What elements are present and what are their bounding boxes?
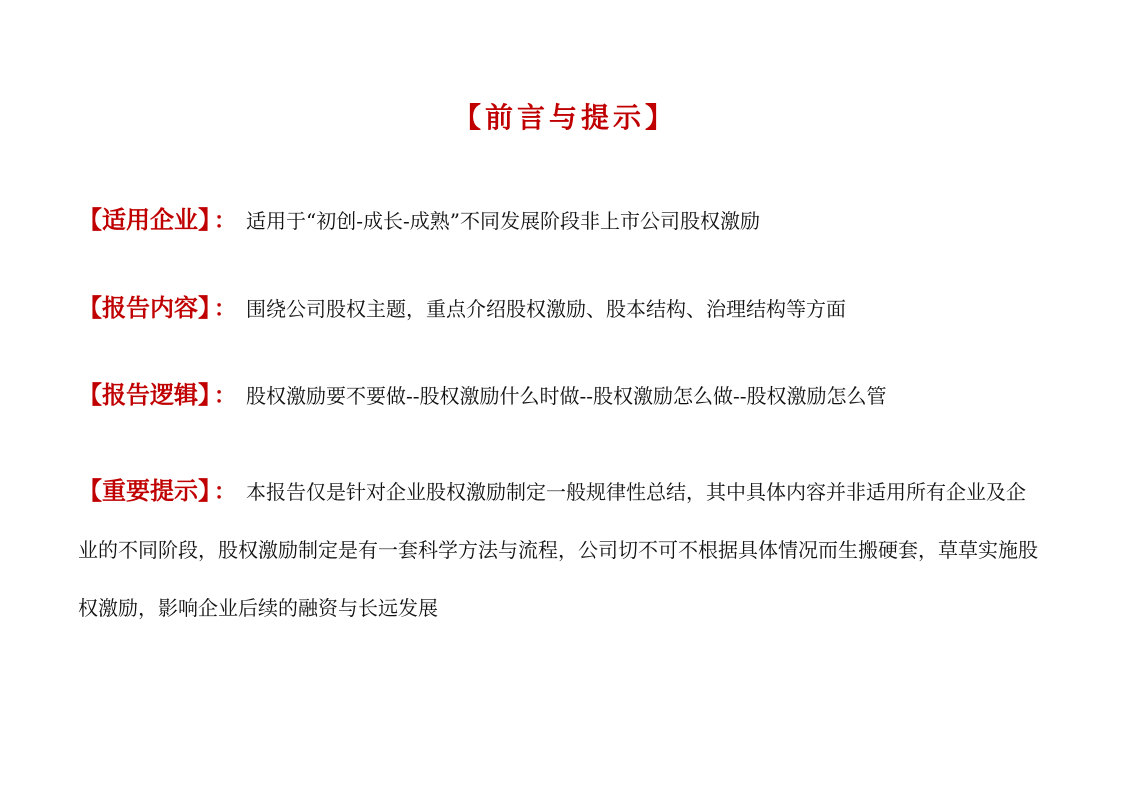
page-title: 【前言与提示】 xyxy=(452,101,677,134)
notice-label: 【重要提示】 xyxy=(78,476,210,505)
section-label: 【适用企业】 xyxy=(78,205,210,234)
section-colon: ： xyxy=(214,208,237,234)
section-label: 【报告逻辑】 xyxy=(78,380,210,409)
section-report-logic xyxy=(78,375,1070,410)
section-label: 【报告内容】 xyxy=(78,293,210,322)
section-important-notice xyxy=(78,462,1038,637)
section-text: 围绕公司股权主题，重点介绍股权激励、股本结构、治理结构等方面 xyxy=(246,297,847,321)
section-colon: ： xyxy=(214,383,237,409)
section-text: 适用于“初创-成长-成熟”不同发展阶段非上市公司股权激励 xyxy=(246,209,760,233)
notice-text: 本报告仅是针对企业股权激励制定一般规律性总结，其中具体内容并非适用所有企业及企业的不同阶段，股权激励制定是有一套科学方法与流程，公司切不可不根据具体情况而生搬硬套，草草实施股权激励，影响企业后续的融资与长远发展 xyxy=(78,480,1038,620)
section-text: 股权激励要不要做--股权激励什么时做--股权激励怎么做--股权激励怎么管 xyxy=(246,384,887,408)
section-report-content xyxy=(78,288,1070,323)
notice-colon: ： xyxy=(214,479,237,505)
section-colon: ： xyxy=(214,296,237,322)
section-applicable-companies xyxy=(78,200,1070,235)
